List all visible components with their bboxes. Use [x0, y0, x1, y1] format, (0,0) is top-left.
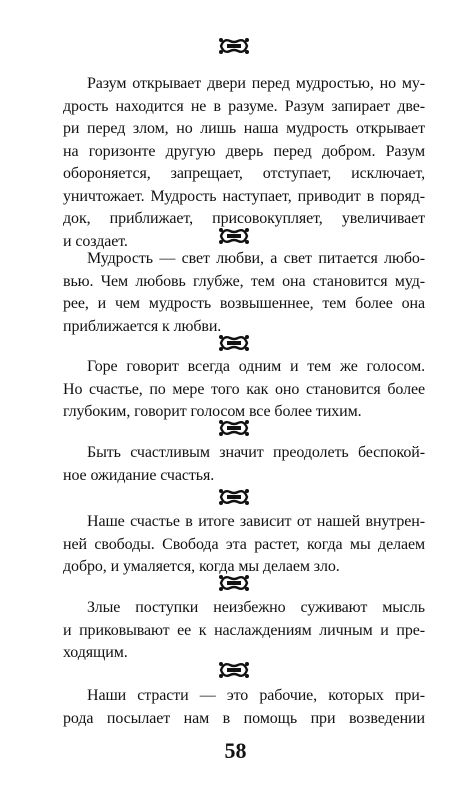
text-line: и создает.	[63, 232, 128, 250]
text-line: ное ожидание счастья.	[63, 466, 215, 484]
text-line: Разум открывает двери перед мудростью, но му-	[87, 75, 425, 92]
text-line: вью. Чем любовь глубже, тем она становится муд-	[63, 272, 425, 290]
text-line: глубоким, говорит голосом все более тихим.	[63, 403, 362, 420]
paragraph-wisdom-love	[63, 248, 425, 338]
text-line: Быть счастливым значит преодолеть беспокой-	[87, 444, 425, 461]
text-line: приближается к любви.	[63, 317, 222, 335]
text-line: док, приближает, присовокупляет, увеличивает	[63, 210, 425, 227]
text-line: на горизонте другую дверь перед добром. Разум	[63, 142, 425, 160]
fleuron-icon	[218, 573, 250, 593]
text-line: уничтожает. Мудрость наступает, приводит в поряд-	[63, 187, 425, 205]
fleuron-icon	[218, 487, 250, 507]
fleuron-icon	[218, 36, 250, 56]
fleuron-icon	[218, 226, 250, 246]
text-line: Злые поступки неизбежно суживают мысль	[87, 599, 425, 616]
page-number: 58	[224, 738, 247, 763]
text-line: ней свободы. Свобода эта растет, когда мы делаем	[63, 535, 425, 553]
text-line: добро, и умаляется, когда мы делаем зло.	[63, 558, 340, 575]
text-line: Но счастье, по мере того как оно становится более	[63, 380, 425, 398]
paragraph-inner-freedom	[63, 511, 425, 579]
text-line: Наше счастье в итоге зависит от нашей внутрен-	[87, 513, 425, 530]
text-line: и приковывают ее к наслаждениям личным и пре-	[63, 621, 425, 639]
text-line: ри перед злом, но лишь наша мудрость открывает	[63, 120, 425, 137]
text-line: обороняется, запрещает, отступает, исключает,	[63, 165, 425, 182]
text-line: рее, и чем мудрость возвышеннее, тем более она	[63, 295, 425, 312]
text-line: Мудрость — свет любви, а свет питается любо-	[87, 250, 425, 267]
paragraph-passions	[63, 685, 425, 730]
text-line: рода посылает нам в помощь при возведении	[63, 709, 425, 727]
text-line: дрость находится не в разуме. Разум запирает две-	[63, 97, 425, 115]
paragraph-evil-deeds	[63, 597, 425, 665]
paragraph-grief-happiness	[63, 356, 425, 424]
fleuron-icon	[218, 333, 250, 353]
text-line: Наши страсти — это рабочие, которых при-	[87, 687, 425, 704]
text-line: ходящим.	[63, 644, 128, 661]
fleuron-icon	[218, 418, 250, 438]
text-line: Горе говорит всегда одним и тем же голосом.	[87, 358, 425, 375]
fleuron-icon	[218, 660, 250, 680]
paragraph-being-happy	[63, 442, 425, 487]
